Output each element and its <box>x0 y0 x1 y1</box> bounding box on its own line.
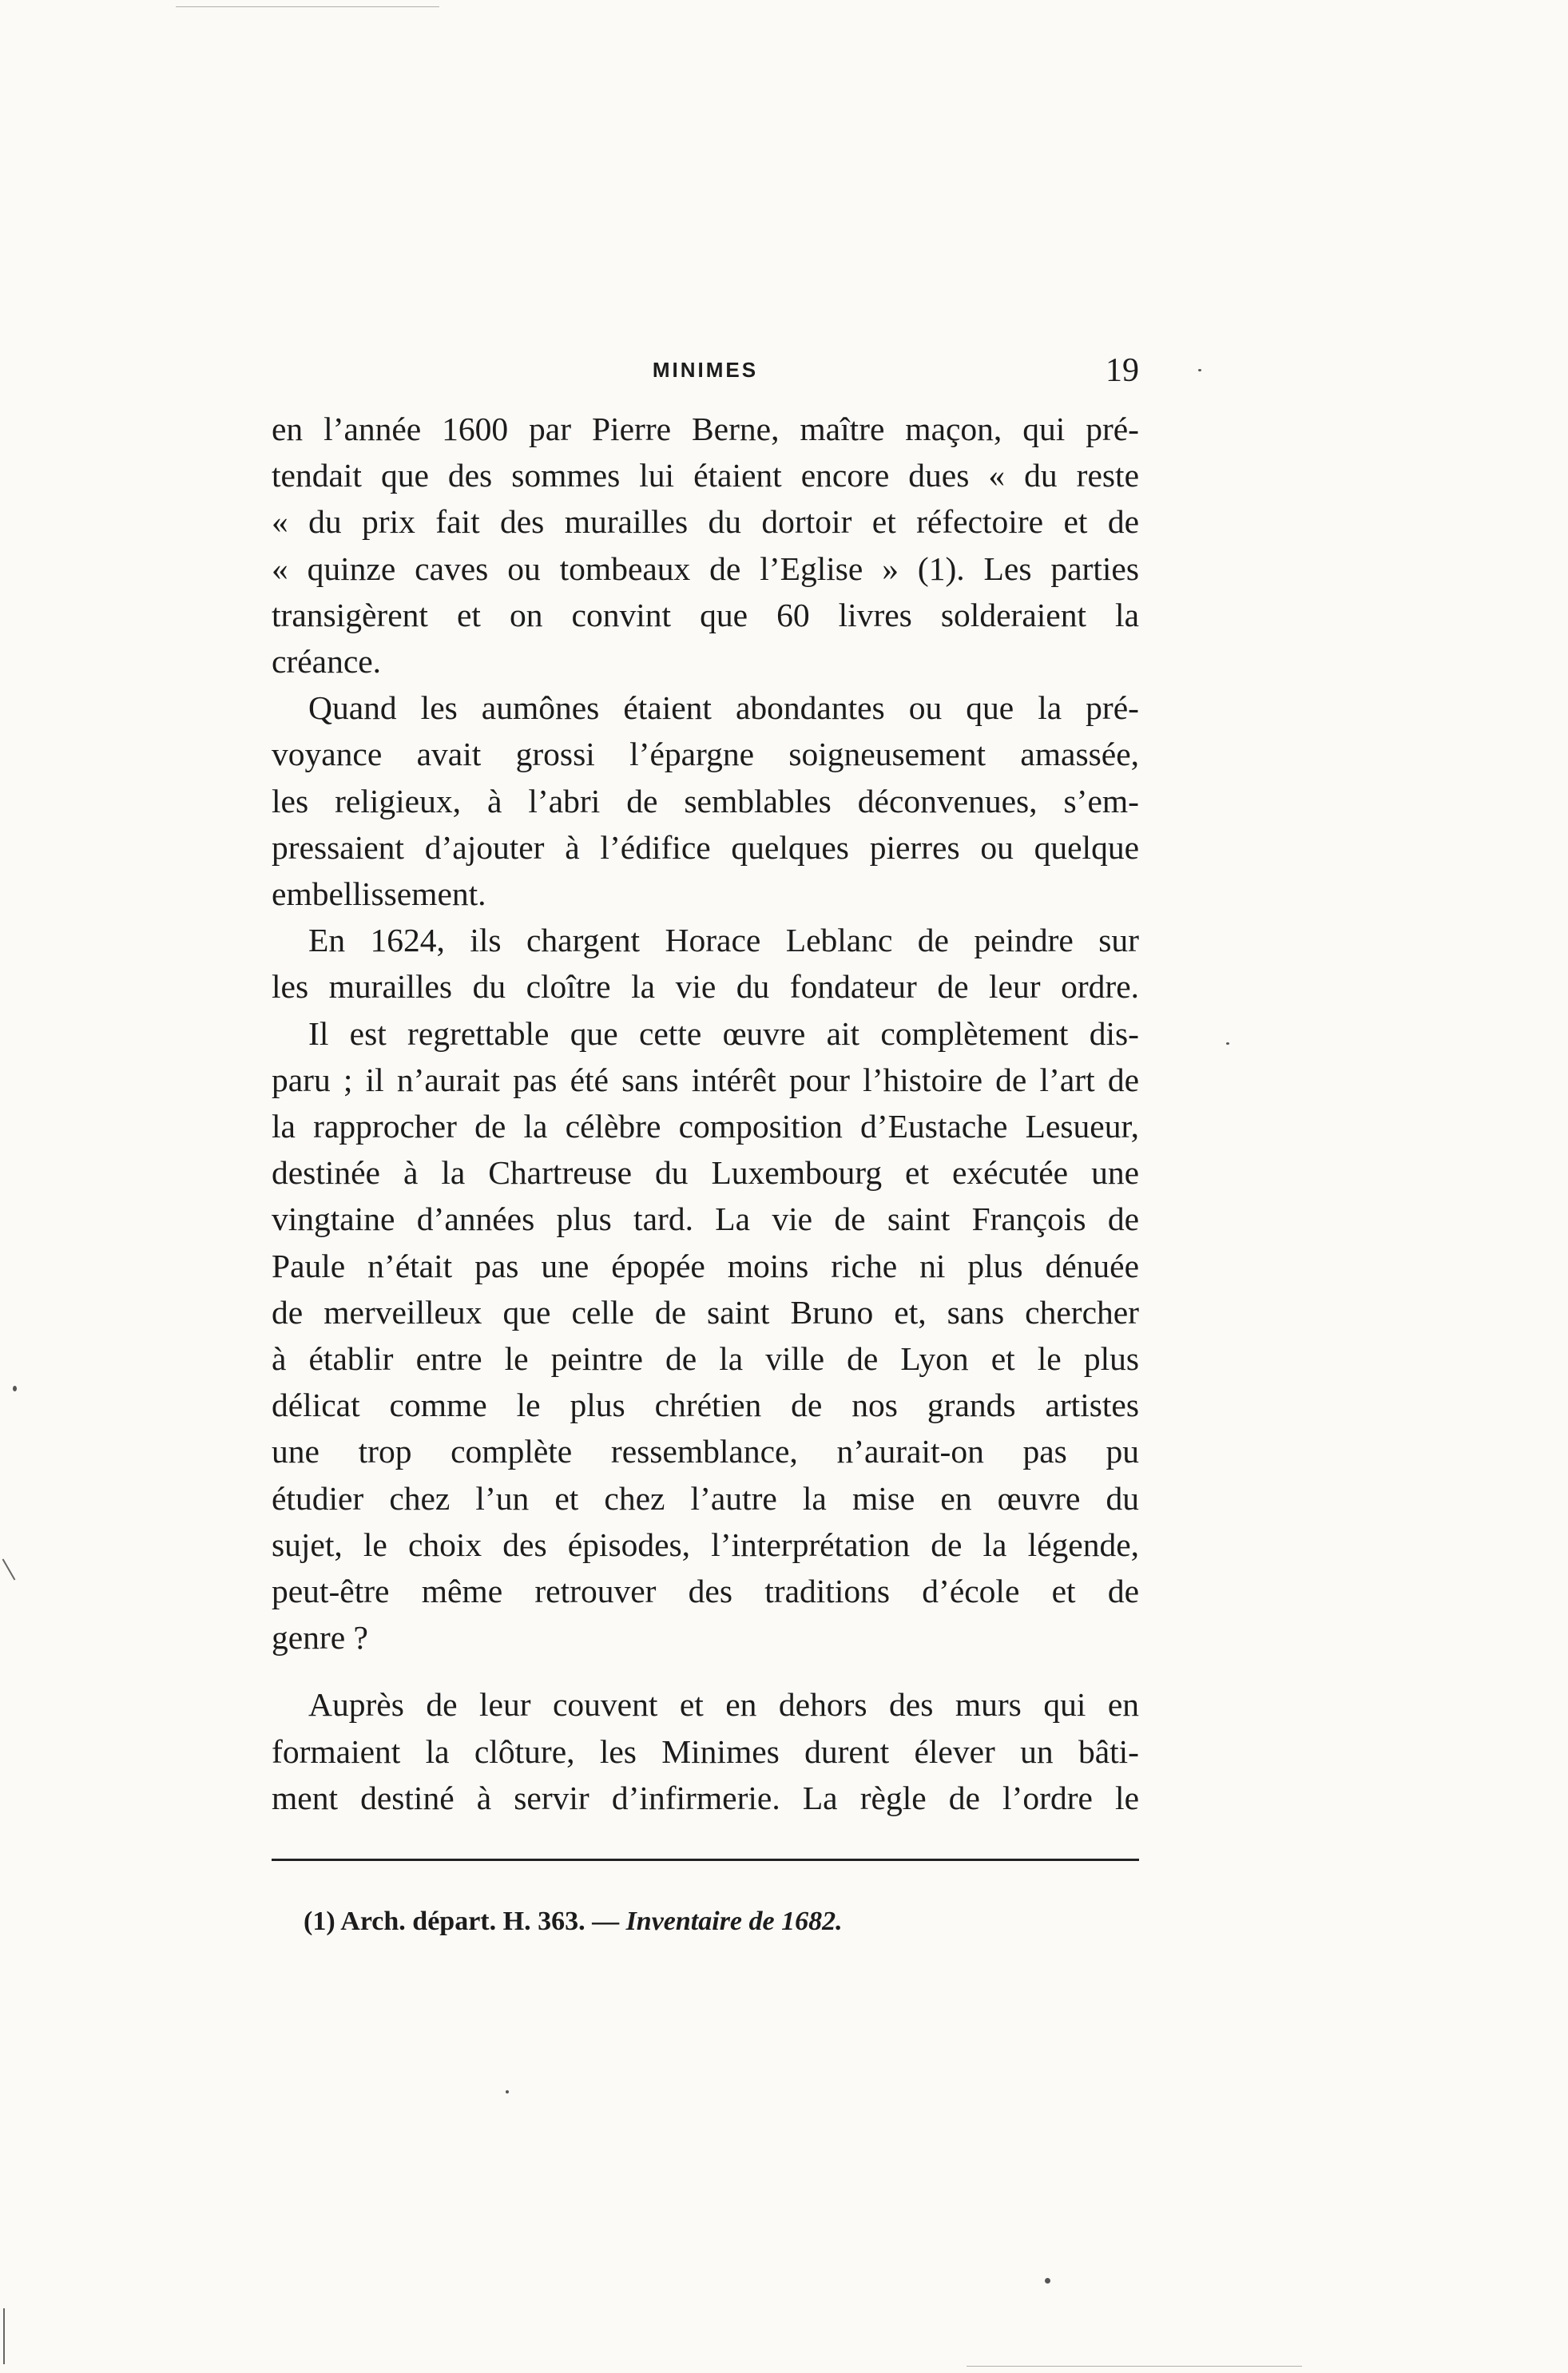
text-line: sujet, le choix des épisodes, l’interprétation de la légende, <box>272 1526 1139 1563</box>
text-line: étudier chez l’un et chez l’autre la mise en œuvre du <box>272 1479 1139 1517</box>
text-line: pressaient d’ajouter à l’édifice quelques pierres ou quelque <box>272 828 1139 866</box>
scan-edge-mark <box>2 1559 16 1581</box>
text-line: embellissement. <box>272 875 486 913</box>
text-line: destinée à la Chartreuse du Luxembourg et exécutée une <box>272 1154 1139 1192</box>
scan-edge-mark <box>176 6 439 7</box>
paragraph-5 <box>272 1681 1139 1821</box>
text-line: ment destiné à servir d’infirmerie. La règle de l’ordre le <box>272 1779 1139 1816</box>
text-line: les murailles du cloître la vie du fondateur de leur ordre. <box>272 968 1139 1006</box>
paragraph-4 <box>272 1010 1139 1661</box>
text-line: Auprès de leur couvent et en dehors des murs qui en <box>308 1686 1139 1724</box>
paragraph-spacer <box>272 1661 1139 1681</box>
scan-speck <box>1198 369 1201 371</box>
text-line: délicat comme le plus chrétien de nos grands artistes <box>272 1387 1139 1424</box>
page-header <box>272 351 1139 399</box>
text-line: voyance avait grossi l’épargne soigneusement amassée, <box>272 736 1139 773</box>
text-line: créance. <box>272 643 382 681</box>
scan-speck <box>1045 2278 1050 2284</box>
text-line: de merveilleux que celle de saint Bruno et, sans chercher <box>272 1293 1139 1331</box>
text-line: les religieux, à l’abri de semblables déconvenues, s’em- <box>272 782 1139 819</box>
text-line: vingtaine d’années plus tard. La vie de saint François de <box>272 1200 1139 1238</box>
running-title: MINIMES <box>652 358 759 382</box>
paragraph-1 <box>272 406 1139 685</box>
page-number: 19 <box>1106 352 1139 389</box>
text-line: Quand les aumônes étaient abondantes ou que la pré- <box>308 689 1139 727</box>
text-line: la rapprocher de la célèbre composition d’Eustache Lesueur, <box>272 1108 1139 1145</box>
text-line: transigèrent et on convint que 60 livres solderaient la <box>272 596 1139 633</box>
footnote-rule <box>272 1859 1139 1861</box>
scan-edge-mark <box>3 2308 5 2364</box>
text-line: paru ; il n’aurait pas été sans intérêt pour l’histoire de l’art de <box>272 1061 1139 1098</box>
text-line: En 1624, ils chargent Horace Leblanc de peindre sur <box>308 922 1139 959</box>
scan-speck <box>506 2090 509 2093</box>
text-line: « du prix fait des murailles du dortoir et réfectoire et de <box>272 503 1139 541</box>
text-line: peut-être même retrouver des traditions d’école et de <box>272 1573 1139 1610</box>
text-line: une trop complète ressemblance, n’aurait-on pas pu <box>272 1433 1139 1470</box>
scan-speck <box>1226 1042 1229 1045</box>
text-line: à établir entre le peintre de la ville de Lyon et le plus <box>272 1340 1139 1378</box>
scan-speck <box>13 1386 17 1391</box>
text-line: Paule n’était pas une épopée moins riche ni plus dénuée <box>272 1247 1139 1284</box>
text-line: genre ? <box>272 1619 368 1657</box>
body-text <box>272 406 1139 1821</box>
footnote-text: (1) Arch. départ. H. 363. — <box>304 1907 626 1936</box>
paragraph-3 <box>272 917 1139 1010</box>
text-line: en l’année 1600 par Pierre Berne, maître maçon, qui pré- <box>272 411 1139 447</box>
text-line: Il est regrettable que cette œuvre ait complètement dis- <box>308 1014 1139 1052</box>
text-line: « quinze caves ou tombeaux de l’Eglise » (1). Les parties <box>272 550 1139 587</box>
text-line: formaient la clôture, les Minimes durent élever un bâti- <box>272 1732 1139 1770</box>
paragraph-2 <box>272 685 1139 917</box>
scan-edge-mark <box>967 2366 1302 2367</box>
footnote-italic: Inventaire de 1682. <box>625 1907 843 1936</box>
text-line: tendait que des sommes lui étaient encore dues « du reste <box>272 457 1139 494</box>
footnote <box>304 1907 843 1937</box>
